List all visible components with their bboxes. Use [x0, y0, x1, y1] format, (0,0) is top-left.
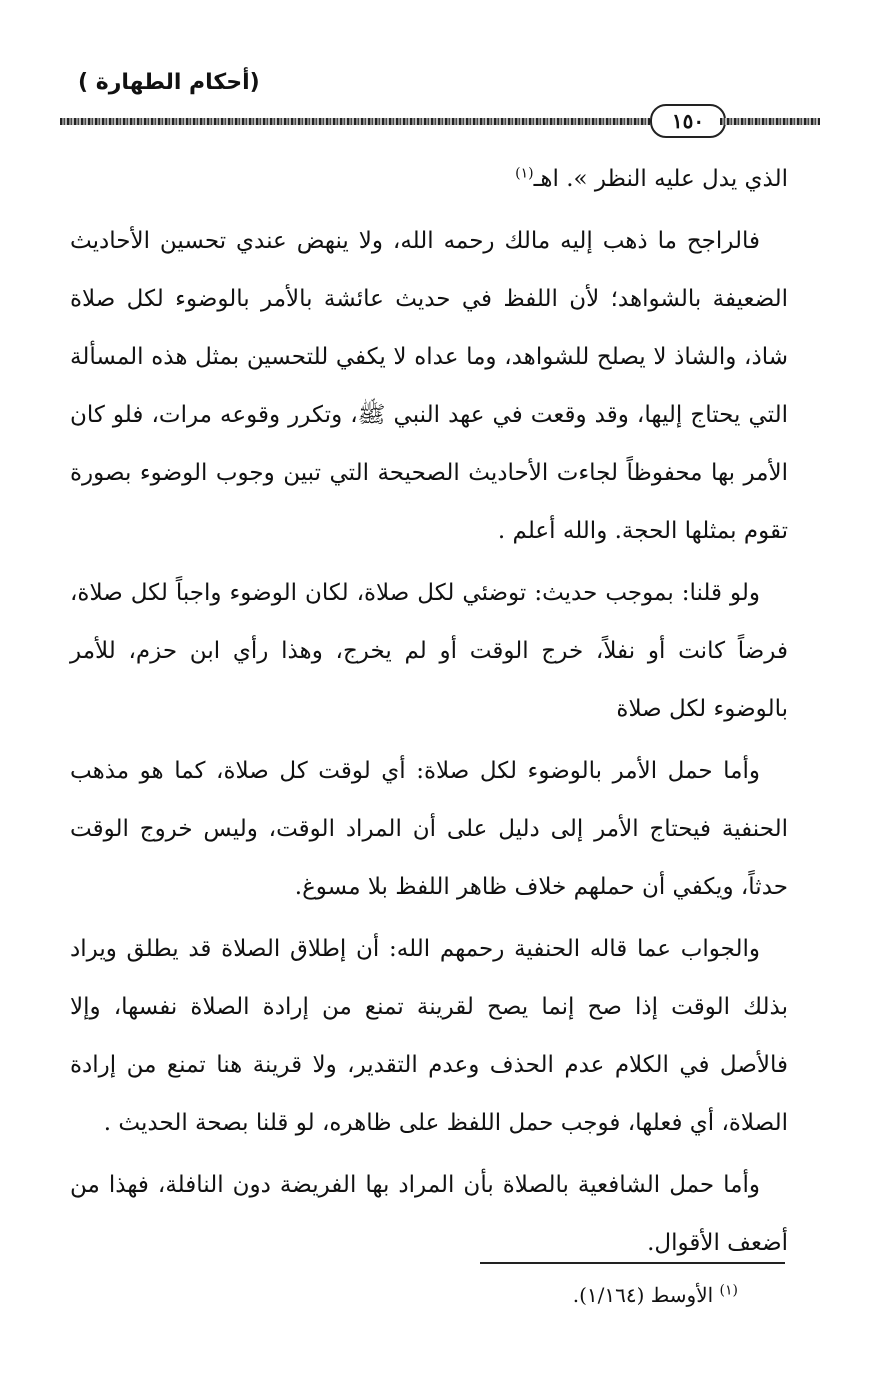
paragraph-1: [70, 150, 788, 208]
header-rule-left: [60, 118, 650, 125]
footnote-1: [420, 1280, 738, 1310]
footnote-1-text: الأوسط (١/١٦٤).: [572, 1283, 714, 1307]
book-title: (أحكام الطهارة ): [78, 70, 260, 95]
paragraph-5: والجواب عما قاله الحنفية رحمهم الله: أن إطلاق الصلاة قد يطلق ويراد بذلك الوقت إذا صح إنما يصح لقرينة تمنع من إرادة الصلاة نفسها، وإلا فالأصل في الكلام عدم الحذف وعدم التقدير، ولا قرينة هنا تمنع من إرادة الصلاة، أي فعلها، فوجب حمل اللفظ على ظاهره، لو قلنا بصحة الحديث .: [70, 936, 788, 1136]
paragraph-4: وأما حمل الأمر بالوضوء لكل صلاة: أي لوقت كل صلاة، كما هو مذهب الحنفية فيحتاج الأمر إلى دليل على أن المراد الوقت، وليس خروج الوقت حدثاً، ويكفي أن حملهم خلاف ظاهر اللفظ بلا مسوغ.: [70, 758, 788, 900]
footnote-ref-1: (١): [515, 165, 534, 182]
paragraph-3: ولو قلنا: بموجب حديث: توضئي لكل صلاة، لكان الوضوء واجباً لكل صلاة، فرضاً كانت أو نفلاً، خرج الوقت أو لم يخرج، وهذا رأي ابن حزم، للأمر بالوضوء لكل صلاة: [70, 580, 788, 722]
header-rule-right: [720, 118, 820, 125]
footnote-marker-1: (١): [719, 1282, 738, 1299]
page-header: [60, 60, 820, 132]
paragraph-6: وأما حمل الشافعية بالصلاة بأن المراد بها الفريضة دون النافلة، فهذا من أضعف الأقوال.: [70, 1172, 788, 1256]
paragraph-2: فالراجح ما ذهب إليه مالك رحمه الله، ولا ينهض عندي تحسين الأحاديث الضعيفة بالشواهد؛ لأن اللفظ في حديث عائشة بالأمر بالوضوء لكل صلاة شاذ، والشاذ لا يصلح للشواهد، وما عداه لا يكفي للتحسين بمثل هذه المسألة التي يحتاج إليها، وقد وقعت في عهد النبي ﷺ، وتكرر وقوعه مرات، فلو كان الأمر بها محفوظاً لجاءت الأحاديث الصحيحة التي تبين وجوب الوضوء بصورة تقوم بمثلها الحجة. والله أعلم .: [70, 228, 788, 544]
paragraph-1-text: الذي يدل عليه النظر ». اهـ: [533, 166, 788, 192]
page-number: ١٥٠: [650, 104, 726, 138]
main-text: [70, 150, 788, 1276]
footnote-separator: [480, 1262, 785, 1264]
